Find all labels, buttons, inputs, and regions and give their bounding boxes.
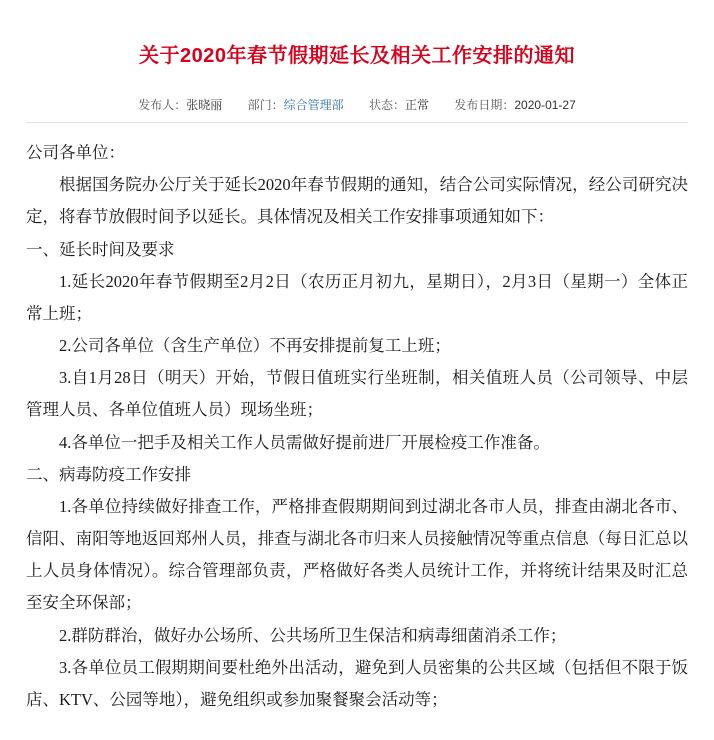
document-meta-bar [26,96,688,123]
document-paragraph: 一、延长时间及要求 [26,239,175,259]
meta-publish-date-label: 发布日期： [454,98,515,112]
meta-department-value[interactable]: 综合管理部 [283,98,344,112]
document-paragraph: 二、病毒防疫工作安排 [26,464,191,484]
status-badge: 正常 [405,98,430,112]
page-title: 关于2020年春节假期延长及相关工作安排的通知 [139,45,575,67]
meta-status [369,96,429,113]
document-body [26,137,688,716]
meta-publish-date-value: 2020-01-27 [514,98,576,112]
document-paragraph: 公司各单位： [26,143,125,162]
meta-publisher-value: 张晓丽 [186,98,223,112]
document-paragraph: 2.群防群治，做好办公场所、公共场所卫生保洁和病毒细菌消杀工作； [59,625,567,645]
document-paragraph: 3.自1月28日（明天）开始，节假日值班实行坐班制，相关值班人员（公司领导、中层管理人员、各单位值班人员）现场坐班； [26,368,688,420]
meta-publisher-label: 发布人： [138,98,187,112]
meta-department [248,96,344,113]
document-paragraph: 1.各单位持续做好排查工作，严格排查假期期间到过湖北各市人员，排查由湖北各市、信阳、南阳等地返回郑州人员，排查与湖北各市归来人员接触情况等重点信息（每日汇总以上人员身体情况）。综合管理部负责，严格做好各类人员统计工作，并将统计结果及时汇总至安全环保部； [26,496,688,613]
document-paragraph: 3.各单位员工假期期间要杜绝外出活动，避免到人员密集的公共区域（包括但不限于饭店、KTV、公园等地），避免组织或参加聚餐聚会活动等； [26,657,688,709]
document-paragraph: 4.各单位一把手及相关工作人员需做好提前进厂开展检疫工作准备。 [59,432,550,452]
document-paragraph: 2.公司各单位（含生产单位）不再安排提前复工上班； [59,336,451,356]
meta-department-label: 部门： [247,98,284,112]
document-paragraph: 根据国务院办公厅关于延长2020年春节假期的通知，结合公司实际情况，经公司研究决定，将春节放假时间予以延长。具体情况及相关工作安排事项通知如下： [26,175,688,227]
meta-status-label: 状态： [368,98,405,112]
meta-publish-date [454,96,575,113]
meta-publisher [138,96,222,113]
document-paragraph: 1.延长2020年春节假期至2月2日（农历正月初九，星期日），2月3日（星期一）全体正常上班； [26,271,688,323]
